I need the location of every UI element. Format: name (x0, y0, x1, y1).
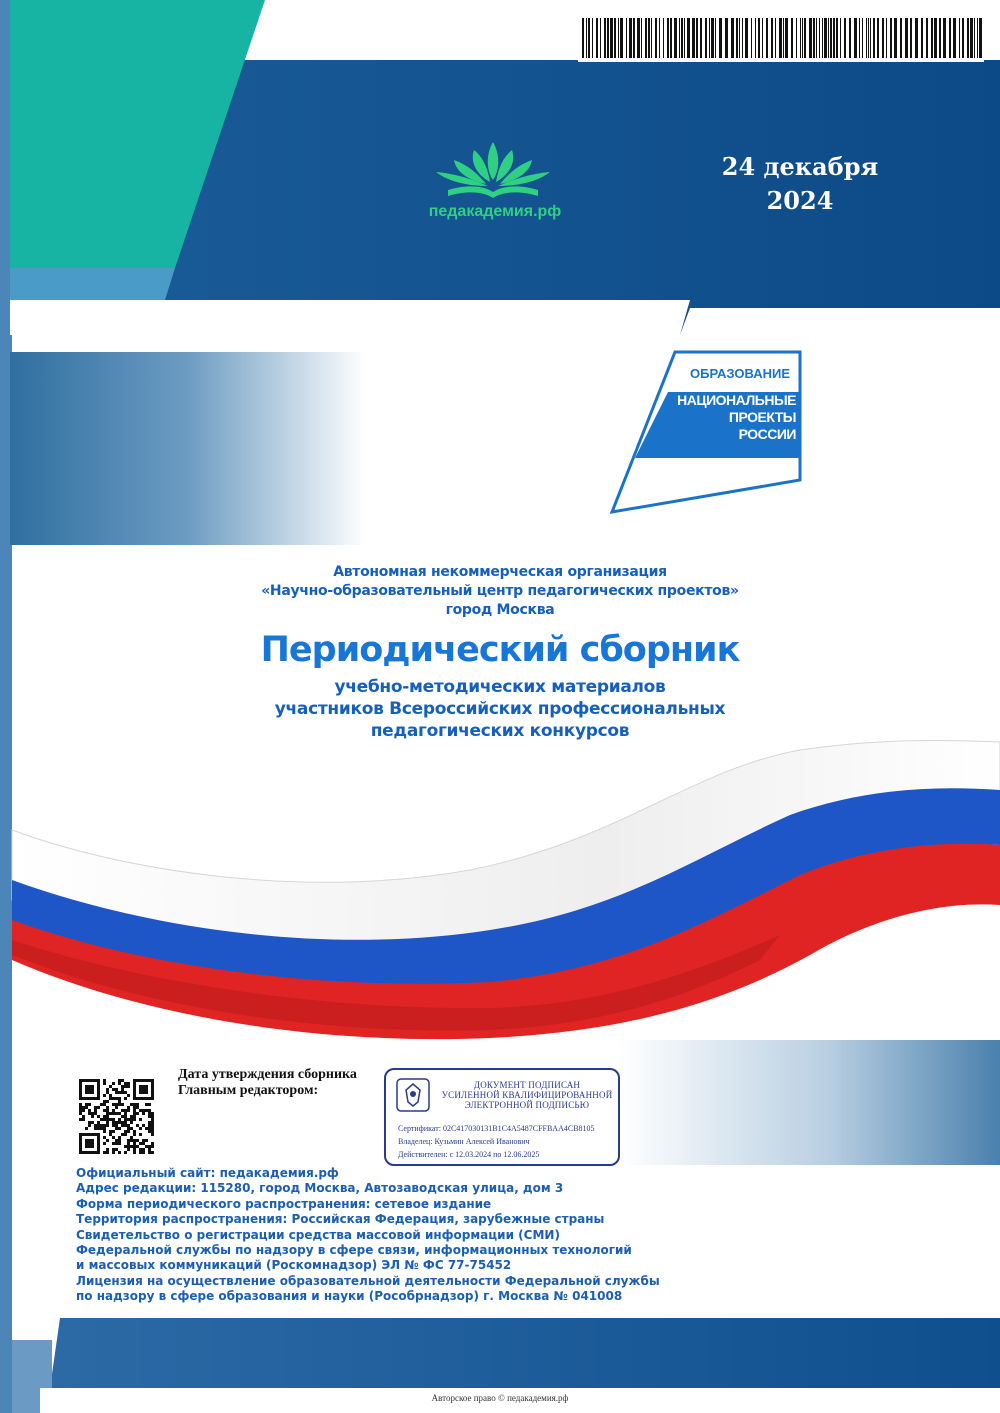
national-projects-top: ОБРАЗОВАНИЕ (690, 366, 790, 381)
signature-owner: Владелец: Кузьмин Алексей Иванович (398, 1137, 530, 1146)
pedakademia-logo-icon (418, 140, 568, 202)
info-license-number: по надзору в сфере образования и науки (Рособрнадзор) г. Москва № 041008 (76, 1289, 623, 1304)
signature-head1: ДОКУМЕНТ ПОДПИСАН (473, 1080, 581, 1090)
electronic-signature-stamp (384, 1068, 620, 1166)
publisher (150, 563, 850, 620)
info-distribution-form: Форма периодического распространения: сетевое издание (76, 1196, 492, 1211)
issue-date-day: 24 декабря (721, 152, 879, 181)
info-address: Адрес редакции: 115280, город Москва, Автозаводская улица, дом 3 (76, 1181, 564, 1196)
publication-info (76, 1166, 696, 1305)
national-projects-line3: РОССИИ (738, 426, 796, 442)
info-official-site: Официальный сайт: педакадемия.рф (76, 1166, 339, 1180)
main-title: Периодический сборник (260, 630, 740, 670)
publisher-line2: «Научно-образовательный центр педагогических проектов» (261, 583, 739, 599)
approval-line1: Дата утверждения сборника (178, 1067, 357, 1082)
copyright: Авторское право © педакадемия.рф (431, 1393, 569, 1403)
approval-label (178, 1067, 378, 1099)
signature-head2: УСИЛЕННОЙ КВАЛИФИЦИРОВАННОЙ (441, 1090, 613, 1100)
signature-certificate: Сертификат: 02C417030131B1C4A5487CFFBAA4CB8105 (398, 1124, 595, 1133)
middle-gradient-band (10, 352, 1000, 545)
qr-code (78, 1078, 154, 1154)
signature-valid: Действителен: с 12.03.2024 по 12.06.2025 (398, 1150, 540, 1159)
footer-band (50, 1318, 1000, 1388)
info-license: Лицензия на осуществление образовательной деятельности Федеральной службы (76, 1273, 660, 1288)
subtitle-line2: участников Всероссийских профессиональных (274, 699, 726, 719)
flag-wave (12, 740, 1000, 1039)
subtitle-line3: педагогических конкурсов (370, 721, 630, 741)
issue-date-year: 2024 (766, 186, 834, 215)
national-projects-label (672, 392, 796, 443)
approval-line2: Главным редактором: (178, 1083, 319, 1098)
national-projects-line1: НАЦИОНАЛЬНЫЕ (677, 392, 796, 408)
info-registration-authority: Федеральной службы по надзору в сфере связи, информационных технологий (76, 1243, 632, 1258)
site-logo-text: педакадемия.рф (428, 203, 562, 220)
subtitle (150, 676, 850, 742)
signature-head3: ЭЛЕКТРОННОЙ ПОДПИСЬЮ (464, 1100, 590, 1110)
info-registration-number: и массовых коммуникаций (Роскомнадзор) ЭЛ № ФС 77-75452 (76, 1258, 512, 1273)
coat-of-arms-icon (396, 1078, 430, 1112)
national-projects-line2: ПРОЕКТЫ (728, 409, 796, 425)
issue-date (700, 150, 900, 218)
publisher-line1: Автономная некоммерческая организация (333, 564, 667, 580)
info-registration: Свидетельство о регистрации средства массовой информации (СМИ) (76, 1227, 560, 1242)
info-territory: Территория распространения: Российская Федерация, зарубежные страны (76, 1212, 605, 1227)
subtitle-line1: учебно-методических материалов (334, 677, 666, 697)
publisher-line3: город Москва (445, 602, 555, 618)
signature-heading (438, 1080, 616, 1110)
barcode (578, 14, 984, 62)
lower-gradient-band (620, 1040, 1000, 1165)
